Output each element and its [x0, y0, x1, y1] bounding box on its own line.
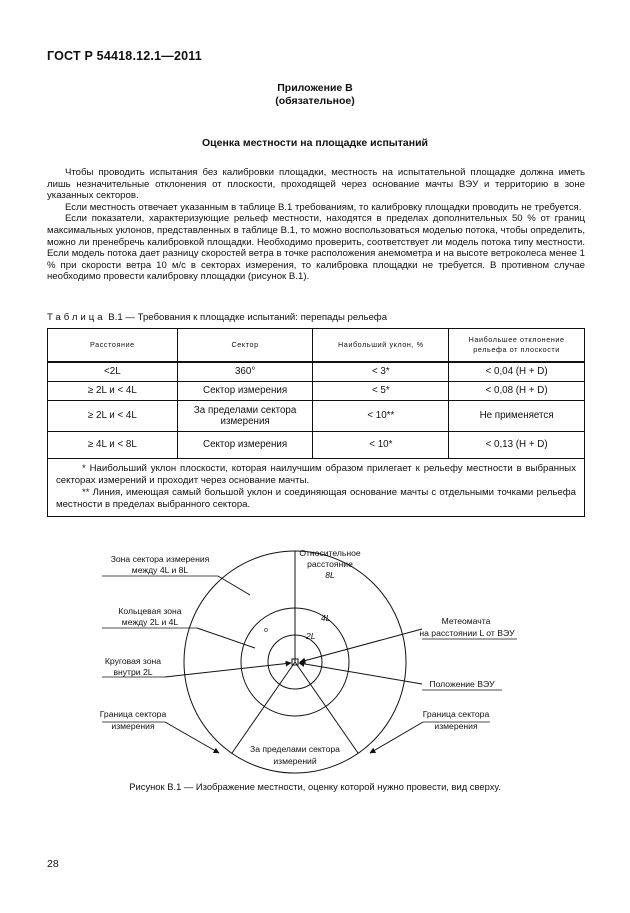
leader-turbine: [299, 663, 422, 684]
table-caption: [47, 312, 387, 323]
cell-slope: < 5*: [313, 381, 449, 400]
paragraph-3: Если показатели, характеризующие рельеф местности, находятся в пределах дополнительных 50 % от границ максимальных уклонов, представленных в таблице В.1, то можно воспользоваться моделью потока, чтобы определить, можно ли пренебречь калибровкой площадки. Необходимо проверить, соответствует ли модель потока типу местности. Если модель потока дает разницу скоростей ветра в точке расположения анемометра и на высоте ветроколеса менее 1 % при скорости ветра 10 м/с в секторах измерения, то калибровка площадки не требуется. В противном случае необходимо провести калибровку площадки (рисунок В.1).: [47, 213, 586, 283]
cell-slope: < 3*: [313, 362, 449, 381]
table-notes-row: [48, 458, 585, 516]
cell-slope: < 10*: [313, 431, 449, 458]
degree-mark: o: [264, 627, 268, 634]
cell-distance: <2L: [48, 362, 178, 381]
sector-boundary-left: [232, 662, 295, 753]
cell-sector: 360°: [177, 362, 313, 381]
figure-caption: Рисунок В.1 — Изображение местности, оценку которой нужно провести, вид сверху.: [129, 781, 501, 792]
label-ring-4l: 4L: [321, 613, 331, 623]
table-caption-prefix: Таблица: [47, 312, 106, 323]
label-met-mast-1: Метеомачта: [441, 616, 491, 626]
label-measure-zone-1: Зона сектора измерения: [110, 554, 210, 564]
note-2: ** Линия, имеющая самый большой уклон и соединяющая основание мачты с отдельными точками рельефа местности в пределах выбранного сектора.: [56, 486, 576, 510]
label-boundary-right-2: измерения: [434, 721, 478, 731]
body-text: [47, 167, 585, 283]
cell-distance: ≥ 4L и < 8L: [48, 431, 178, 458]
label-boundary-left-2: измерения: [111, 721, 155, 731]
cell-sector: За пределами сектора измерения: [177, 400, 313, 431]
table-row: [48, 362, 585, 381]
leader-measure-zone: [218, 576, 250, 595]
section-title: Оценка местности на площадке испытаний: [202, 137, 428, 149]
label-relative-3: 8L: [325, 570, 335, 580]
paragraph-1: Чтобы проводить испытания без калибровки площадки, местность на испытательной площадке должна иметь лишь незначительные отклонения от плоскости, проходящей через основание мачты ВЭУ и территорию в зоне указанных секторов.: [47, 167, 585, 202]
header-distance: Расстояние: [48, 329, 178, 363]
label-circle-zone-1: Круговая зона: [104, 656, 162, 666]
leader-boundary-right: [370, 722, 423, 753]
label-circle-zone-2: внутри 2L: [113, 667, 153, 677]
cell-sector: Сектор измерения: [177, 381, 313, 400]
leader-boundary-left: [165, 722, 219, 753]
table-caption-text: В.1 — Требования к площадке испытаний: перепады рельефа: [108, 312, 388, 323]
label-measure-zone-2: между 4L и 8L: [131, 565, 189, 575]
label-turbine-position: Положение ВЭУ: [429, 679, 495, 689]
label-boundary-right-1: Граница сектора: [422, 709, 490, 719]
annex-subtitle: (обязательное): [275, 95, 355, 107]
page-number: 28: [47, 858, 59, 870]
cell-deviation: < 0,08 (H + D): [449, 381, 585, 400]
requirements-table: [47, 328, 585, 517]
site-diagram: [47, 536, 547, 776]
header-max-deviation: Наибольшее отклонение рельефа от плоскости: [449, 329, 585, 363]
label-ring-zone-1: Кольцевая зона: [118, 606, 182, 616]
cell-deviation: < 0,04 (H + D): [449, 362, 585, 381]
cell-deviation: Не применяется: [449, 400, 585, 431]
table-header-row: [48, 329, 585, 363]
label-ring-zone-2: между 2L и 4L: [121, 617, 179, 627]
label-outside-2: измерений: [273, 756, 317, 766]
label-relative-1: Относительное: [299, 548, 361, 558]
annex-title: Приложение В: [277, 82, 353, 94]
paragraph-2: Если местность отвечает указанным в таблице В.1 требованиям, то калибровку площадки проводить не требуется.: [65, 201, 582, 213]
document-code: ГОСТ Р 54418.12.1—2011: [47, 49, 202, 63]
cell-sector: Сектор измерения: [177, 431, 313, 458]
table-notes: [48, 458, 585, 516]
table-row: [48, 431, 585, 458]
table-row: [48, 400, 585, 431]
cell-deviation: < 0,13 (H + D): [449, 431, 585, 458]
cell-distance: ≥ 2L и < 4L: [48, 381, 178, 400]
label-met-mast-2: на расстоянии L от ВЭУ: [419, 628, 515, 638]
label-ring-2l: 2L: [306, 631, 316, 641]
cell-distance: ≥ 2L и < 4L: [48, 400, 178, 431]
label-relative-2: расстояние: [307, 559, 353, 569]
header-sector: Сектор: [177, 329, 313, 363]
sector-boundary-right: [295, 662, 358, 753]
note-1: * Наибольший уклон плоскости, которая наилучшим образом прилегает к рельефу местности в выбранных секторах измерений и проходит через основание мачты.: [56, 462, 576, 486]
label-boundary-left-1: Граница сектора: [99, 709, 167, 719]
table-row: [48, 381, 585, 400]
annex-heading: [0, 82, 630, 108]
cell-slope: < 10**: [313, 400, 449, 431]
leader-met-mast: [300, 629, 422, 662]
header-max-slope: Наибольший уклон, %: [313, 329, 449, 363]
label-outside-1: За пределами сектора: [250, 744, 340, 754]
